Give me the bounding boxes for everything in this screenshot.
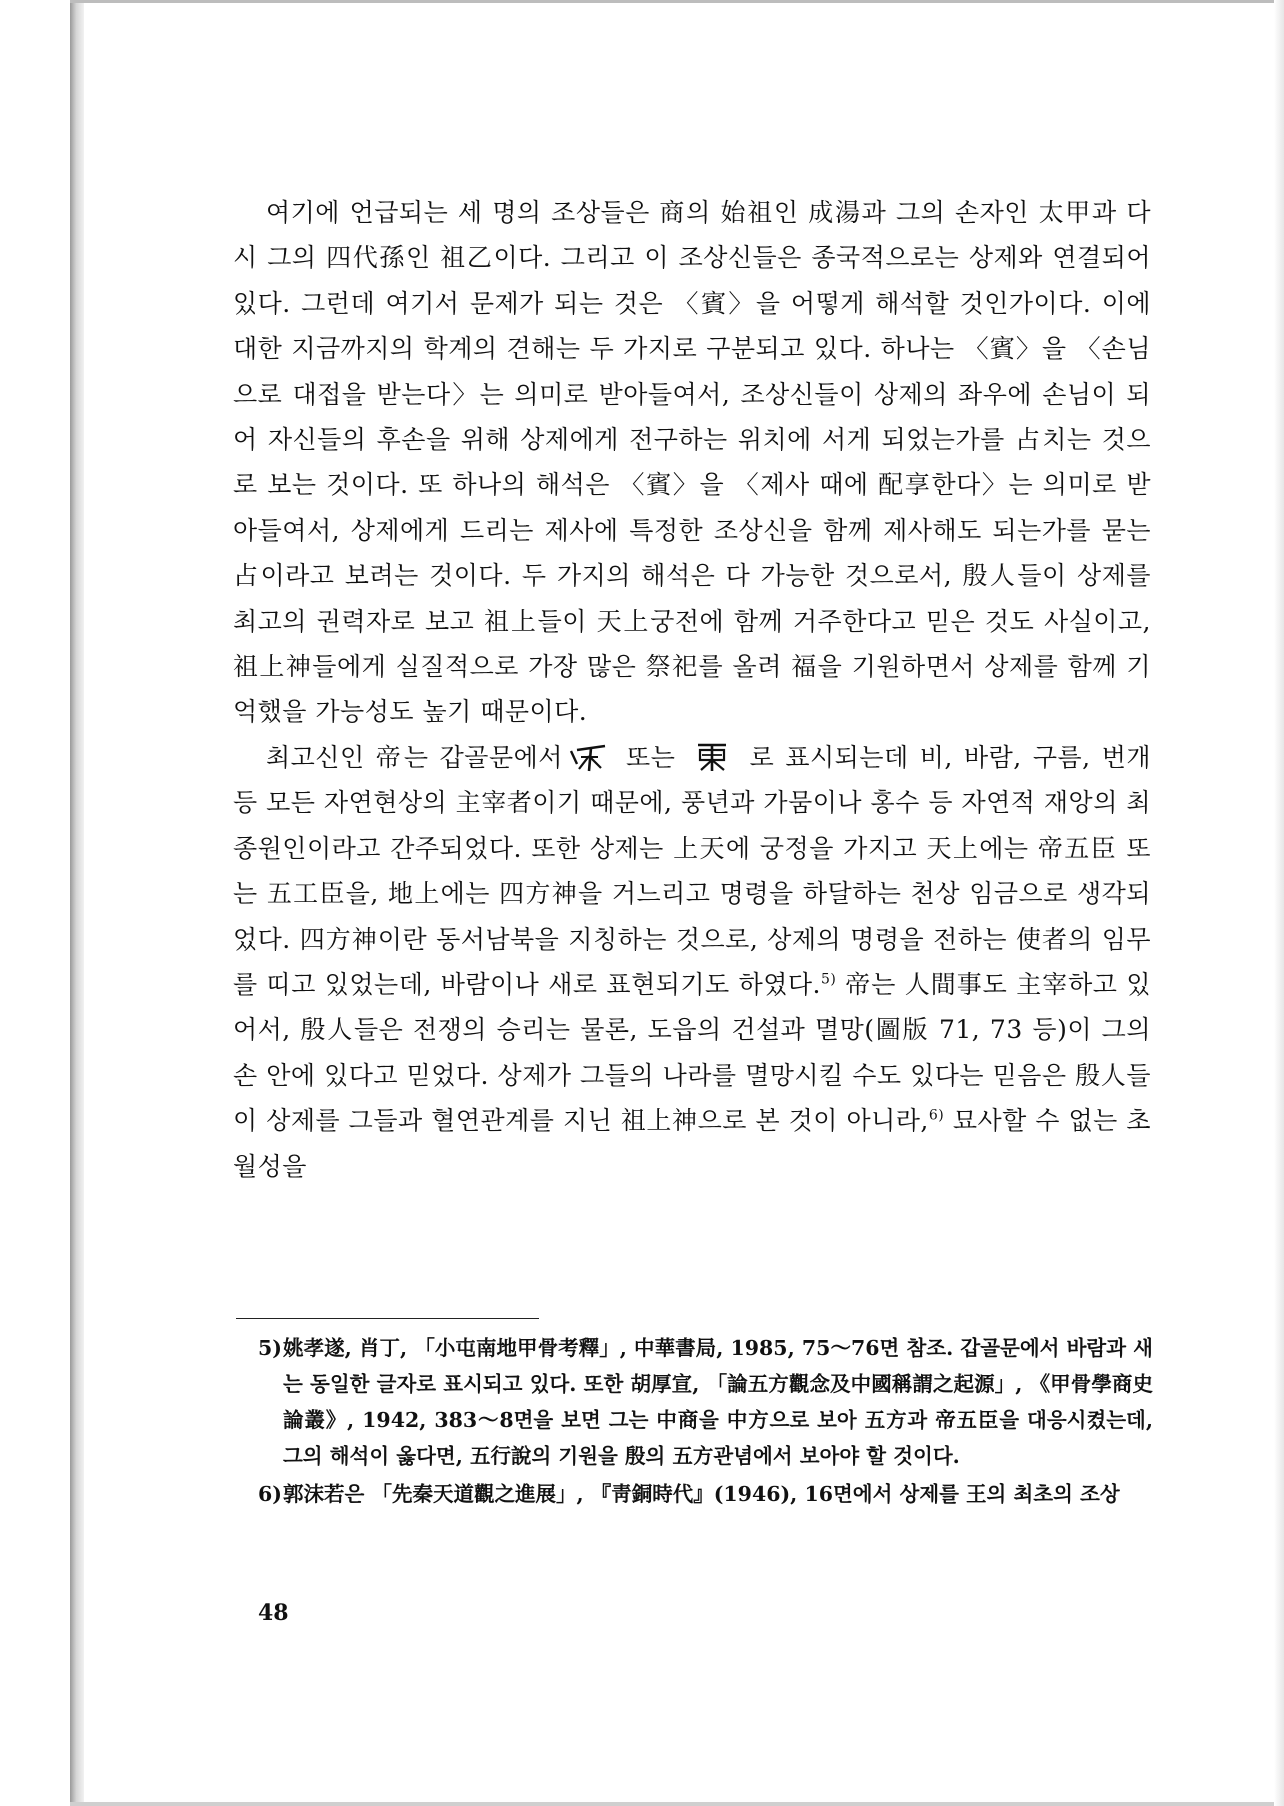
page-number: 48: [258, 1600, 289, 1626]
oracle-bone-di-glyph-2-icon: [690, 742, 734, 772]
paragraph-2-part-a: 최고신인 帝는 갑골문에서: [266, 742, 563, 772]
paragraph-2-part-e: 묘사할 수 없는 초월성을: [233, 1106, 1151, 1181]
paragraph-2-part-b: 또는: [626, 742, 676, 772]
footnote-number: 5): [258, 1336, 282, 1360]
paragraph-2: [233, 735, 1151, 1189]
footnote-separator: [236, 1318, 539, 1319]
page-bottom-edge: [70, 1802, 1284, 1806]
paragraph-2-part-c: 로 표시되는데 비, 바람, 구름, 번개 등 모든 자연현상의 主宰者이기 때문에, 풍년과 가뭄이나 홍수 등 자연적 재앙의 최종원인이라고 간주되었다. 또한 상제는 上天에 궁정을 가지고 天上에는 帝五臣 또는 五工臣을, 地上에는 四方神을 거느리고 명령을 하달하는 천상 임금으로 생각되었다. 四方神이란 동서남북을 지칭하는 것으로, 상제의 명령을 전하는 使者의 임무를 띠고 있었는데, 바람이나 새로 표현되기도 하였다.: [233, 742, 1151, 999]
paragraph-2-part-d: 帝는 人間事도 主宰하고 있어서, 殷人들은 전쟁의 승리는 물론, 도읍의 건설과 멸망(圖版 71, 73 등)이 그의 손 안에 있다고 믿었다. 상제가 그들의 나라를 멸망시킬 수도 있다는 믿음은 殷人들이 상제를 그들과 혈연관계를 지닌 祖上神으로 본 것이 아니라,: [233, 969, 1151, 1136]
footnote-ref-6: 6): [928, 1107, 945, 1124]
page-top-edge: [70, 0, 1284, 3]
footnotes: [258, 1330, 1153, 1514]
page-binding-edge: [70, 0, 84, 1806]
main-text: [233, 190, 1151, 1189]
footnote-text: 郭沫若은 「先秦天道觀之進展」, 『靑銅時代』(1946), 16면에서 상제를 王의 최초의 조상: [283, 1482, 1120, 1506]
footnote-number: 6): [258, 1482, 282, 1506]
oracle-bone-di-glyph-1-icon: [567, 742, 611, 772]
footnote-6: [258, 1476, 1153, 1512]
footnote-text: 姚孝遂, 肖丁, 「小屯南地甲骨考釋」, 中華書局, 1985, 75～76면 참조. 갑골문에서 바람과 새는 동일한 글자로 표시되고 있다. 또한 胡厚宣, 「論五方觀念及中國稱謂之起源」, 《甲骨學商史論叢》, 1942, 383～8면을 보면 그는 中商을 中方으로 보아 五方과 帝五臣을 대응시켰는데, 그의 해석이 옳다면, 五行說의 기원을 殷의 五方관념에서 보아야 할 것이다.: [283, 1336, 1153, 1468]
page-right-shadow: [1274, 0, 1284, 1806]
footnote-ref-5: 5): [820, 971, 837, 988]
paragraph-1: 여기에 언급되는 세 명의 조상들은 商의 始祖인 成湯과 그의 손자인 太甲과 다시 그의 四代孫인 祖乙이다. 그리고 이 조상신들은 종국적으로는 상제와 연결되어 있다. 그런데 여기서 문제가 되는 것은 〈賓〉을 어떻게 해석할 것인가이다. 이에 대한 지금까지의 학계의 견해는 두 가지로 구분되고 있다. 하나는 〈賓〉을 〈손님으로 대접을 받는다〉는 의미로 받아들여서, 조상신들이 상제의 좌우에 손님이 되어 자신들의 후손을 위해 상제에게 전구하는 위치에 서게 되었는가를 占치는 것으로 보는 것이다. 또 하나의 해석은 〈賓〉을 〈제사 때에 配享한다〉는 의미로 받아들여서, 상제에게 드리는 제사에 특정한 조상신을 함께 제사해도 되는가를 묻는 占이라고 보려는 것이다. 두 가지의 해석은 다 가능한 것으로서, 殷人들이 상제를 최고의 권력자로 보고 祖上들이 天上궁전에 함께 거주한다고 믿은 것도 사실이고, 祖上神들에게 실질적으로 가장 많은 祭祀를 올려 福을 기원하면서 상제를 함께 기억했을 가능성도 높기 때문이다.: [233, 198, 1151, 727]
footnote-5: [258, 1330, 1153, 1474]
